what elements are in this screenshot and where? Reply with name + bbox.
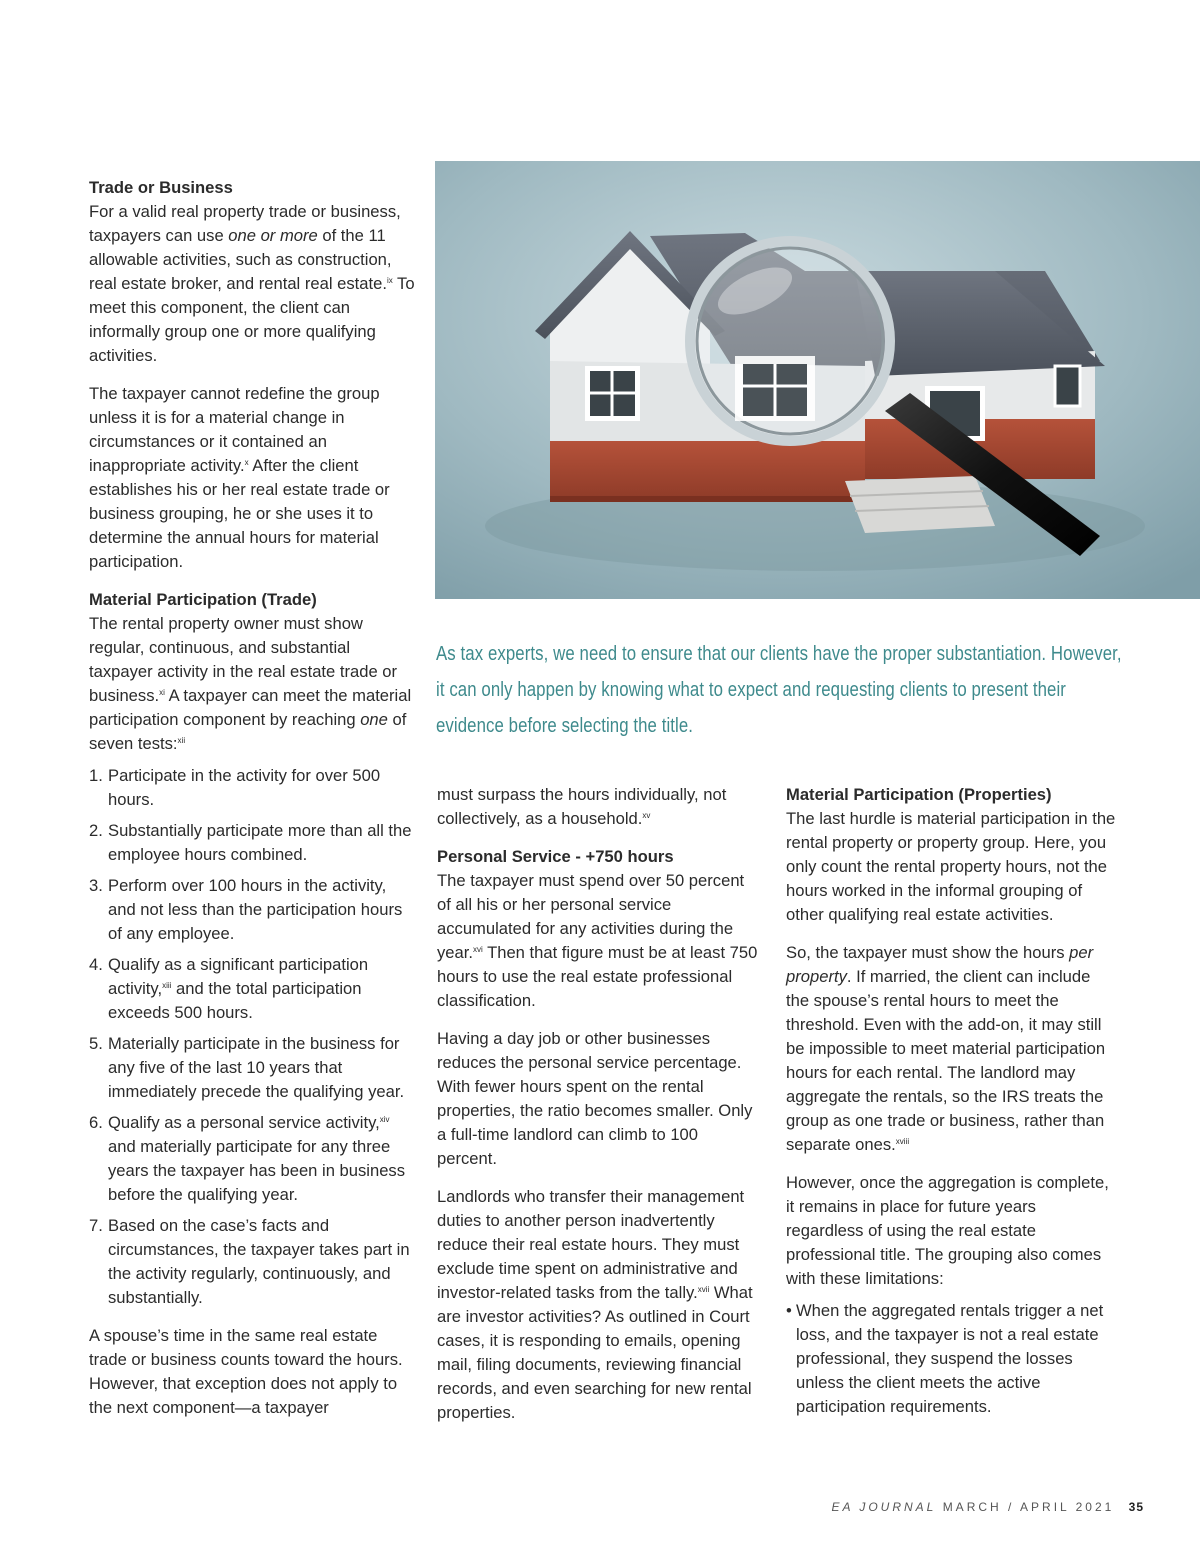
paragraph-household: must surpass the hours individually, not collectively, as a household.$^{xv}$ <box>437 785 727 828</box>
section-trade-business: Trade or Business For a valid real property trade or business, taxpayers can use one or more of the 11 allowable activities, such as construction, real estate broker, and rental real estate.$^{ix}$ To meet this component, the client can informally group one or more qualifying activities. <box>89 176 417 368</box>
list-number: 3. <box>89 876 103 895</box>
bullet-icon: • <box>786 1301 792 1320</box>
list-number: 2. <box>89 821 103 840</box>
footnote-ref[interactable]: x <box>244 458 249 467</box>
heading-trade-or-business: Trade or Business <box>89 178 233 197</box>
section-material-participation-properties: Material Participation (Properties) The last hurdle is material participation in the rental property or property group. Here, you only count the rental property hours, not the hours worked in the informal grouping of other qualifying real estate activities. <box>786 785 1116 924</box>
pull-quote-text: As tax experts, we need to ensure that our clients have the proper substantiation. However, it can only happen by knowing what to expect and requesting clients to present their evidence before selecting the title. <box>436 643 1122 737</box>
footnote-ref[interactable]: xvi <box>472 945 483 954</box>
list-item: 4. Qualify as a significant participation activity,$^{xiii}$ and the total participation exceeds 500 hours. <box>89 955 369 1022</box>
column-middle <box>437 783 759 1439</box>
list-number: 1. <box>89 766 103 785</box>
footnote-ref[interactable]: xiv <box>379 1115 390 1124</box>
footnote-ref[interactable]: ix <box>386 276 393 285</box>
footnote-ref[interactable]: xii <box>177 736 186 745</box>
journal-name: EA JOURNAL <box>831 1500 937 1514</box>
page-number: 35 <box>1128 1500 1144 1514</box>
list-number: 6. <box>89 1113 103 1132</box>
list-item: • When the aggregated rentals trigger a net loss, and the taxpayer is not a real estate professional, they suspend the losses unless the client meets the active participation requirements. <box>786 1301 1104 1416</box>
seven-tests-list <box>89 764 417 1310</box>
footnote-ref[interactable]: xi <box>159 688 165 697</box>
list-number: 5. <box>89 1034 103 1053</box>
footnote-ref[interactable]: xiii <box>162 981 172 990</box>
list-number: 4. <box>89 955 103 974</box>
house-magnifier-photo <box>435 161 1200 599</box>
section-personal-service: Personal Service - +750 hours The taxpayer must spend over 50 percent of all his or her personal service accumulated for any activities during the year.$^{xvi}$ Then that figure must be at least 750 hours to use the real estate professional classification. <box>437 847 758 1010</box>
paragraph-day-job: Having a day job or other businesses reduces the personal service percentage. With fewer hours spent on the rental properties, the ratio becomes smaller. Only a full-time landlord can climb to 100 percent. <box>437 1029 753 1168</box>
issue-date: MARCH / APRIL 2021 <box>942 1500 1115 1514</box>
page-footer <box>831 1500 1144 1514</box>
house-magnifier-image <box>435 161 1200 599</box>
footnote-ref[interactable]: xvii <box>697 1285 710 1294</box>
footnote-ref[interactable]: xviii <box>895 1137 910 1146</box>
column-left <box>89 176 417 1434</box>
paragraph-landlords: Landlords who transfer their management duties to another person inadvertently reduce their real estate hours. They must exclude time spent on administrative and investor-related tasks from the tally.$^{xvii}$ What are investor activities? As outlined in Court cases, it is responding to emails, opening mail, filing documents, reviewing financial records, and even searching for new rental properties. <box>437 1187 753 1422</box>
list-item: 1. Participate in the activity for over 500 hours. <box>89 766 381 809</box>
column-right <box>786 783 1116 1419</box>
list-item: 6. Qualify as a personal service activity,$^{xiv}$ and materially participate for any three years the taxpayer has been in business before the qualifying year. <box>89 1113 406 1204</box>
paragraph-per-property: So, the taxpayer must show the hours per property. If married, the client can include the spouse’s rental hours to meet the threshold. Even with the add-on, it may still be impossible to meet material participation hours for each rental. The landlord may aggregate the rentals, so the IRS treats the group as one trade or business, rather than separate ones.$^{xviii}$ <box>786 943 1106 1154</box>
list-item: 2. Substantially participate more than all the employee hours combined. <box>89 821 412 864</box>
heading-material-participation-trade: Material Participation (Trade) <box>89 590 317 609</box>
footnote-ref[interactable]: xv <box>642 811 651 820</box>
list-item: 5. Materially participate in the business for any five of the last 10 years that immediately precede the qualifying year. <box>89 1034 405 1101</box>
list-item: 3. Perform over 100 hours in the activity, and not less than the participation hours of any employee. <box>89 876 403 943</box>
list-number: 7. <box>89 1216 103 1235</box>
list-item: 7. Based on the case’s facts and circumstances, the taxpayer takes part in the activity regularly, continuously, and substantially. <box>89 1216 410 1307</box>
heading-material-participation-properties: Material Participation (Properties) <box>786 785 1052 804</box>
section-material-participation-trade: Material Participation (Trade) The rental property owner must show regular, continuous, and substantial taxpayer activity in the real estate trade or business.$^{xi}$ A taxpayer can meet the material participation component by reaching one of seven tests:$^{xii}$ <box>89 588 417 756</box>
pull-quote <box>436 636 1122 744</box>
paragraph-spouse: A spouse’s time in the same real estate trade or business counts toward the hours. However, that exception does not apply to the next component—a taxpayer <box>89 1326 403 1417</box>
paragraph-redefine: The taxpayer cannot redefine the group unless it is for a material change in circumstances or it contained an inappropriate activity.$^x$ After the client establishes his or her real estate trade or business grouping, he or she uses it to determine the annual hours for material participation. <box>89 384 390 571</box>
limitations-list <box>786 1299 1116 1419</box>
paragraph-aggregation: However, once the aggregation is complete, it remains in place for future years regardless of using the real estate professional title. The grouping also comes with these limitations: <box>786 1173 1109 1288</box>
heading-personal-service: Personal Service - +750 hours <box>437 847 674 866</box>
